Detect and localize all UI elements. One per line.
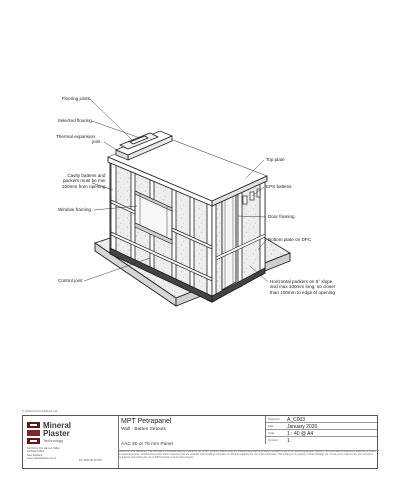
address-line3: New Zealand <box>27 453 43 457</box>
company-phone: Ph: 0800 00 22 878 <box>79 459 102 462</box>
project-title: MPT Petrapanel <box>121 418 172 425</box>
flooring-assembly <box>116 131 172 160</box>
label-horizontal-packers <box>270 279 335 295</box>
scale-row <box>266 430 377 437</box>
address-line1: 61 Fitzroy Rd, Hamon Valley <box>27 447 60 450</box>
date-value: January 2020 <box>287 423 318 430</box>
label-thermal-expansion <box>56 134 100 145</box>
scale-value: 1 : 40 @ A4 <box>287 430 314 437</box>
label-cavity-line1: Cavity battens and <box>67 173 106 178</box>
label-flooring-joists: Flooring joists <box>61 96 90 101</box>
reference-row <box>266 416 377 423</box>
mineral-plaster-logo-icon <box>27 422 40 444</box>
label-bottom-plate: Bottom plate on DPC <box>268 237 312 242</box>
label-packers-line3: than 100mm to edge of opening <box>270 289 335 295</box>
label-control-joint: Control joint <box>58 278 83 283</box>
revision-label: Revision <box>268 438 278 442</box>
label-packers-line1: Horizontal packers on 5° slope <box>270 279 333 284</box>
company-address <box>27 447 60 460</box>
revision-row <box>266 437 377 444</box>
company-website: www.mineralplaster.co.nz <box>27 456 57 460</box>
address-line2: Auckland 4621 <box>27 450 45 454</box>
drawing-metadata <box>265 416 377 444</box>
drawing-title-panel <box>118 416 268 468</box>
title-block <box>22 415 378 469</box>
label-eps-battens: EPS battens <box>266 184 292 189</box>
reference-value: A_C003 <box>287 416 306 423</box>
label-cavity-battens <box>58 173 105 189</box>
brand-mineral: Mineral <box>43 421 72 430</box>
label-cavity-line3: 100mm from opening <box>61 183 106 189</box>
brand-plaster: Plaster <box>43 429 70 438</box>
reference-label: Reference <box>268 417 280 421</box>
label-thermal-expansion-line2: joint <box>92 139 101 145</box>
date-row <box>266 423 377 430</box>
scale-label: Scale <box>268 431 275 435</box>
label-window-framing: Window framing <box>58 207 91 212</box>
date-label: Date <box>268 424 274 428</box>
label-cavity-line2: packers must be min <box>63 178 106 184</box>
label-top-plate: Top plate <box>266 157 285 162</box>
label-door-framing: Door framing <box>268 214 295 219</box>
label-packers-line2: and max 100mm long, no closer <box>270 284 336 290</box>
company-logo-panel <box>23 416 119 468</box>
revision-value: 1 <box>287 437 290 444</box>
drawing-subtitle: Wall - Batten Setouts <box>121 427 166 432</box>
brand-technology: Technology <box>43 438 64 443</box>
panel-spec: AAC 50 or 75 mm Panel <box>121 442 173 447</box>
label-thermal-expansion-line1: Thermal expansion <box>56 134 96 139</box>
terms-disclaimer: TERMS OF USE Disclaimer: This information is intended solely as a guide for use of MPT products. Before using you should ensure that the product is suitable for use in the specific application. Nothing in this information constitutes a statement of fitness for particular purpose. All warranties except where required by law are excluded. Petra Holdings Ltd makes no warranty regarding the use of this information. This drawing is the property of Petra Holdings Ltd. It must not be copied in any form except for the purpose of specifying the use of MPT products in construction projects. <box>118 451 376 459</box>
label-selected-flooring: Selected flooring <box>57 118 92 123</box>
copyright-text: © 2019 Petra Holdings Ltd <box>22 409 58 413</box>
